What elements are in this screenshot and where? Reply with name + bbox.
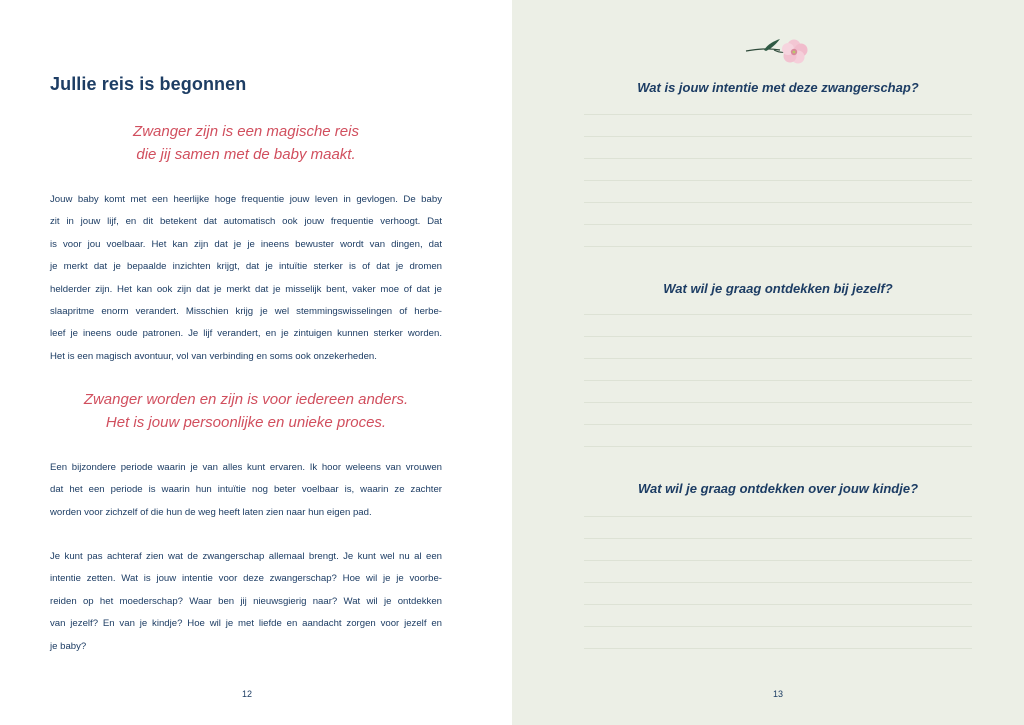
writing-line (584, 246, 972, 247)
pull-quote-2-line: Zwanger worden en zijn is voor iedereen anders. (83, 391, 409, 408)
writing-line (584, 446, 972, 447)
paragraph-line: Een bijzondere periode waarin je van alles kunt ervaren. Ik hoor weleens van vrouwen (50, 462, 442, 473)
paragraph-line: Je kunt pas achteraf zien wat de zwangerschap allemaal brengt. Je kunt wel nu al een (50, 551, 442, 562)
writing-line (584, 626, 972, 627)
writing-line (584, 158, 972, 159)
page-number-right: 13 (772, 689, 783, 699)
journal-question-2: Wat wil je graag ontdekken bij jezelf? (663, 281, 893, 296)
pink-flower-icon (744, 36, 812, 68)
writing-line (584, 224, 972, 225)
page-title: Jullie reis is begonnen (50, 74, 247, 94)
paragraph-line: helderder zijn. Het kan ook zijn dat je merkt dat je misselijk bent, vaker moe of dat je (50, 283, 442, 295)
paragraph-line: slaapritme enorm verandert. Misschien krijg je wel stemmingswisselingen of herbe- (50, 306, 442, 318)
writing-line (584, 380, 972, 381)
writing-line (584, 424, 972, 425)
paragraph-line: reiden op het moederschap? Waar ben jij nieuwsgierig naar? Wat wil je ontdekken (50, 595, 442, 607)
paragraph-line: zit in jouw lijf, en dit betekent dat automatisch ook jouw frequentie verhoogt. Dat (50, 216, 442, 228)
writing-line (584, 582, 972, 583)
writing-lines-3[interactable] (584, 516, 972, 676)
pull-quote-2-line: Het is jouw persoonlijke en unieke proces. (105, 414, 387, 431)
writing-line (584, 314, 972, 315)
writing-line (584, 180, 972, 181)
pull-quote-1-line: die jij samen met de baby maakt. (136, 146, 356, 163)
journal-question-3: Wat wil je graag ontdekken over jouw kindje? (637, 481, 919, 496)
writing-line (584, 336, 972, 337)
paragraph-line: worden voor zichzelf of die hun de weg heeft laten zien naar hun eigen pad. (50, 506, 372, 518)
pull-quote-1 (50, 120, 442, 166)
writing-lines-1[interactable] (584, 114, 972, 274)
writing-lines-2[interactable] (584, 314, 972, 474)
paragraph-line: van jezelf? En van je kindje? Hoe wil je met liefde en aandacht zorgen voor jezelf en (50, 618, 442, 630)
writing-line (584, 358, 972, 359)
paragraph-line: Het is een magisch avontuur, vol van verbinding en soms ook onzekerheden. (50, 350, 377, 362)
paragraph-line: dat het een periode is waarin hun intuïtie nog beter voelbaar is, waarin ze zachter (50, 484, 442, 496)
writing-line (584, 136, 972, 137)
paragraph-line: is voor jou voelbaar. Het kan zijn dat je je ineens bewuster wordt van dingen, dat (50, 238, 442, 250)
writing-line (584, 604, 972, 605)
paragraph-line: je merkt dat je bepaalde inzichten krijgt, dat je intuïtie sterker is of dat je dromen (50, 261, 442, 273)
page-number-left: 12 (241, 689, 252, 699)
paragraph-line: intentie zetten. Wat is jouw intentie voor deze zwangerschap? Hoe wil je je voorbe- (50, 573, 442, 585)
body-paragraph-2 (50, 457, 442, 524)
writing-line (584, 648, 972, 649)
pull-quote-1-line: Zwanger zijn is een magische reis (133, 123, 359, 140)
journal-question-1: Wat is jouw intentie met deze zwangerschap? (637, 80, 919, 95)
writing-line (584, 560, 972, 561)
paragraph-line: Jouw baby komt met een heerlijke hoge frequentie jouw leven in gevlogen. De baby (50, 194, 442, 205)
body-paragraph-1 (50, 189, 442, 368)
writing-line (584, 202, 972, 203)
writing-line (584, 402, 972, 403)
writing-line (584, 516, 972, 517)
body-paragraph-3 (50, 546, 442, 658)
paragraph-line: leef je ineens oude patronen. Je lijf verandert, en je zintuigen kunnen sterker worden. (50, 328, 442, 340)
writing-line (584, 114, 972, 115)
writing-line (584, 538, 972, 539)
pull-quote-2 (50, 388, 442, 434)
paragraph-line: je baby? (50, 640, 87, 652)
